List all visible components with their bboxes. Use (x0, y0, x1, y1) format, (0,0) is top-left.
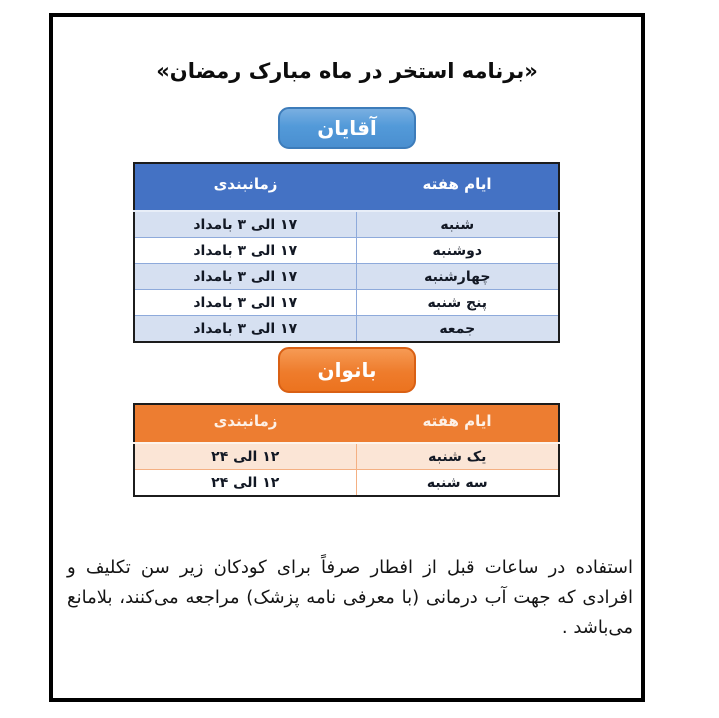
table-row (134, 443, 559, 470)
men-column-header-days: ایام هفته (356, 163, 559, 211)
women-schedule-table (133, 403, 560, 497)
table-row (134, 316, 559, 343)
women-column-header-days: ایام هفته (356, 404, 559, 443)
time-cell: ۱۲ الی ۲۴ (134, 470, 356, 497)
men-column-header-time: زمانبندی (134, 163, 356, 211)
men-table-header-row (134, 163, 559, 211)
table-row (134, 470, 559, 497)
women-table-header-row (134, 404, 559, 443)
day-cell: شنبه (356, 211, 559, 238)
day-cell: دوشنبه (356, 238, 559, 264)
time-cell: ۱۷ الی ۳ بامداد (134, 264, 356, 290)
table-row (134, 211, 559, 238)
day-cell: یک شنبه (356, 443, 559, 470)
men-section-badge (278, 107, 416, 149)
men-schedule-table (133, 162, 560, 343)
page-title: «برنامه استخر در ماه مبارک رمضان» (156, 59, 538, 83)
day-cell: چهارشنبه (356, 264, 559, 290)
men-badge-label: آقایان (317, 116, 377, 140)
time-cell: ۱۷ الی ۳ بامداد (134, 316, 356, 343)
page-border-frame (49, 13, 645, 702)
day-cell: جمعه (356, 316, 559, 343)
table-row (134, 290, 559, 316)
women-section-badge (278, 347, 416, 393)
day-cell: پنج شنبه (356, 290, 559, 316)
time-cell: ۱۲ الی ۲۴ (134, 443, 356, 470)
day-cell: سه شنبه (356, 470, 559, 497)
table-row (134, 264, 559, 290)
table-row (134, 238, 559, 264)
time-cell: ۱۷ الی ۳ بامداد (134, 211, 356, 238)
time-cell: ۱۷ الی ۳ بامداد (134, 290, 356, 316)
time-cell: ۱۷ الی ۳ بامداد (134, 238, 356, 264)
women-badge-label: بانوان (317, 358, 377, 382)
footer-note: استفاده در ساعات قبل از افطار صرفاً برای کودکان زیر سن تکلیف و افرادی که جهت آب درمانی (با معرفی نامه پزشک) مراجعه می‌کنند، بلامانع می‌باشد . (67, 557, 633, 638)
women-column-header-time: زمانبندی (134, 404, 356, 443)
